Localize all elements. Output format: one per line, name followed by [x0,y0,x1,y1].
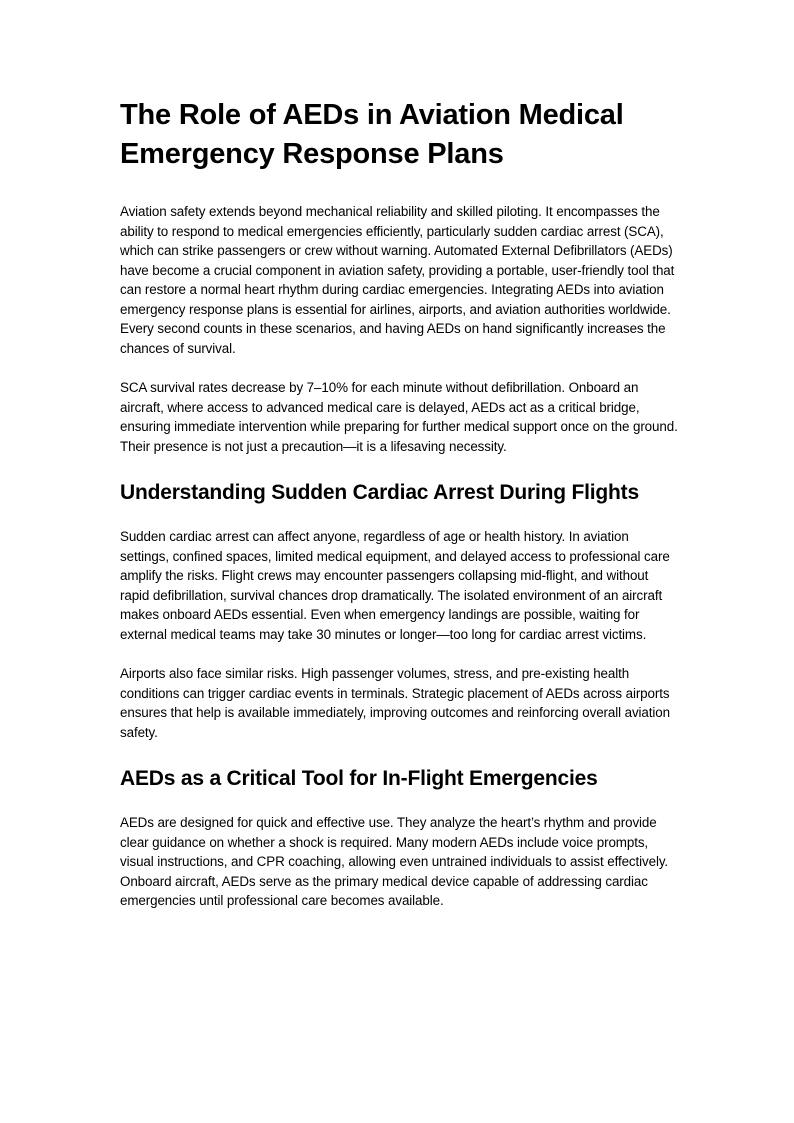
document-title: The Role of AEDs in Aviation Medical Emergency Response Plans [120,99,624,170]
intro-paragraph-2: SCA survival rates decrease by 7–10% for each minute without defibrillation. Onboard an aircraft, where access to advanced medical care is delayed, AEDs act as a critical bridge, ensuring immediate intervention while preparing for further medical support once on the ground. Their presence is not just a precaution—it is a lifesaving necessity. [120,380,678,454]
document-page [120,96,678,931]
section-heading-sca: Understanding Sudden Cardiac Arrest During Flights [120,481,639,504]
intro-paragraph-1: Aviation safety extends beyond mechanical reliability and skilled piloting. It encompasses the ability to respond to medical emergencies efficiently, particularly sudden cardiac arrest (SCA), which can strike passengers or crew without warning. Automated External Defibrillators (AEDs) have become a crucial component in aviation safety, providing a portable, user-friendly tool that can restore a normal heart rhythm during cardiac emergencies. Integrating AEDs into aviation emergency response plans is essential for airlines, airports, and aviation authorities worldwide. Every second counts in these scenarios, and having AEDs on hand significantly increases the chances of survival. [120,204,675,356]
aed-tool-paragraph-1: AEDs are designed for quick and effective use. They analyze the heart’s rhythm and provide clear guidance on whether a shock is required. Many modern AEDs include voice prompts, visual instructions, and CPR coaching, allowing even untrained individuals to assist effectively. Onboard aircraft, AEDs serve as the primary medical device capable of addressing cardiac emergencies until professional care becomes available. [120,815,669,908]
sca-paragraph-2: Airports also face similar risks. High passenger volumes, stress, and pre-existing health conditions can trigger cardiac events in terminals. Strategic placement of AEDs across airports ensures that help is available immediately, improving outcomes and reinforcing overall aviation safety. [120,666,670,740]
sca-paragraph-1: Sudden cardiac arrest can affect anyone, regardless of age or health history. In aviation settings, confined spaces, limited medical equipment, and delayed access to professional care amplify the risks. Flight crews may encounter passengers collapsing mid-flight, and without rapid defibrillation, survival chances drop dramatically. The isolated environment of an aircraft makes onboard AEDs essential. Even when emergency landings are possible, waiting for external medical teams may take 30 minutes or longer—too long for cardiac arrest victims. [120,529,670,642]
section-heading-aed-tool: AEDs as a Critical Tool for In-Flight Emergencies [120,767,598,790]
